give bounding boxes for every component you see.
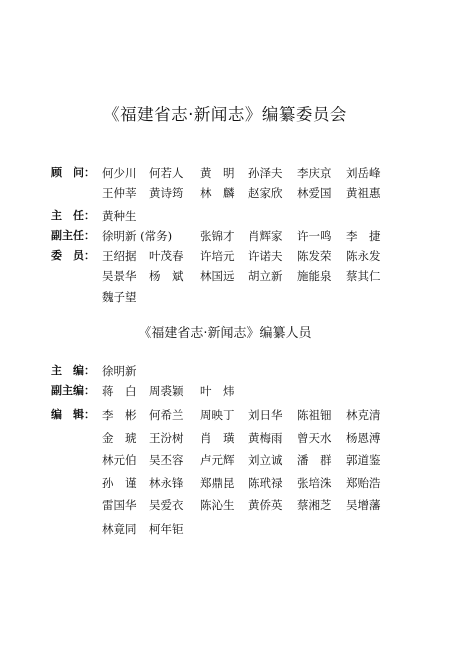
staff-title: 《福建省志·新闻志》编纂人员 bbox=[138, 326, 312, 341]
editor-name: 吴爱衣 bbox=[149, 498, 184, 512]
advisor-name: 林爱国 bbox=[297, 186, 332, 200]
editor-name: 肖 璜 bbox=[200, 431, 235, 445]
committee-title: 《福建省志·新闻志》编纂委员会 bbox=[103, 105, 347, 124]
deputy-director-name: 李 捷 bbox=[346, 229, 381, 243]
editor-in-chief-label: 主 编： bbox=[51, 364, 95, 377]
editor-name: 陈玳禄 bbox=[248, 476, 283, 490]
member-name: 许培元 bbox=[200, 249, 235, 263]
deputy-director-name: 许一鸣 bbox=[297, 229, 332, 243]
editor-name: 周映丁 bbox=[200, 408, 235, 422]
director-label: 主 任： bbox=[51, 209, 95, 222]
deputy-editor-label: 副主编： bbox=[51, 384, 95, 397]
member-name: 吴景华 bbox=[102, 269, 137, 283]
editor-in-chief-name: 徐明新 bbox=[102, 364, 137, 378]
deputy-editor-name: 周裘颖 bbox=[149, 384, 184, 398]
editor-name: 郭道鉴 bbox=[346, 453, 381, 467]
advisor-name: 林 麟 bbox=[200, 186, 235, 200]
editor-name: 郑贻浩 bbox=[346, 476, 381, 490]
member-name: 胡立新 bbox=[248, 269, 283, 283]
member-name: 蔡其仁 bbox=[346, 269, 381, 283]
editor-name: 张培洙 bbox=[297, 476, 332, 490]
advisor-name: 孙泽夫 bbox=[248, 166, 283, 180]
deputy-editor-name: 叶 炜 bbox=[200, 384, 235, 398]
editor-name: 陈祖钿 bbox=[297, 408, 332, 422]
editor-name: 柯年钜 bbox=[149, 522, 184, 536]
advisor-name: 李庆京 bbox=[297, 166, 332, 180]
editor-name: 刘日华 bbox=[248, 408, 283, 422]
editor-name: 何希兰 bbox=[149, 408, 184, 422]
member-name: 王绍据 bbox=[102, 249, 137, 263]
editor-name: 蔡湘芝 bbox=[297, 498, 332, 512]
member-name: 陈永发 bbox=[346, 249, 381, 263]
member-name: 魏子望 bbox=[102, 290, 137, 304]
editor-name: 王汾树 bbox=[149, 431, 184, 445]
editor-name: 林永锋 bbox=[149, 476, 184, 490]
editor-name: 孙 谨 bbox=[102, 476, 137, 490]
editor-name: 吴丕容 bbox=[149, 453, 184, 467]
deputy-director-label: 副主任： bbox=[51, 229, 95, 242]
editor-name: 黄梅雨 bbox=[248, 431, 283, 445]
advisor-name: 黄 明 bbox=[200, 166, 235, 180]
advisor-name: 何少川 bbox=[102, 166, 137, 180]
deputy-editor-name: 蒋 白 bbox=[102, 384, 137, 398]
editor-name: 卢元辉 bbox=[200, 453, 235, 467]
deputy-director-name: 张锦才 bbox=[200, 229, 235, 243]
advisors-label: 顾 问： bbox=[51, 166, 95, 179]
director-name: 黄种生 bbox=[102, 209, 137, 223]
advisor-name: 赵家欣 bbox=[248, 186, 283, 200]
advisor-name: 黄祖惠 bbox=[346, 186, 381, 200]
editors-label: 编 辑： bbox=[51, 408, 95, 421]
member-name: 施能泉 bbox=[297, 269, 332, 283]
editor-name: 林元伯 bbox=[102, 453, 137, 467]
editor-name: 雷国华 bbox=[102, 498, 137, 512]
editor-name: 林克清 bbox=[346, 408, 381, 422]
editor-name: 林竟同 bbox=[102, 522, 137, 536]
editor-name: 陈沁生 bbox=[200, 498, 235, 512]
editor-name: 刘立诚 bbox=[248, 453, 283, 467]
members-label: 委 员： bbox=[51, 249, 95, 262]
deputy-director-name: 徐明新 (常务) bbox=[102, 229, 173, 243]
editor-name: 郑鼎昆 bbox=[200, 476, 235, 490]
editor-name: 李 彬 bbox=[102, 408, 137, 422]
member-name: 叶茂春 bbox=[149, 249, 184, 263]
editor-name: 金 琥 bbox=[102, 431, 137, 445]
editor-name: 黄侨英 bbox=[248, 498, 283, 512]
editor-name: 潘 群 bbox=[297, 453, 332, 467]
advisor-name: 王仲莘 bbox=[102, 186, 137, 200]
editor-name: 曾天水 bbox=[297, 431, 332, 445]
advisor-name: 何若人 bbox=[149, 166, 184, 180]
member-name: 杨 斌 bbox=[149, 269, 184, 283]
member-name: 林国远 bbox=[200, 269, 235, 283]
editor-name: 吴增藩 bbox=[346, 498, 381, 512]
editor-name: 杨恩溥 bbox=[346, 431, 381, 445]
advisor-name: 刘岳峰 bbox=[346, 166, 381, 180]
member-name: 陈发荣 bbox=[297, 249, 332, 263]
member-name: 许诺夫 bbox=[248, 249, 283, 263]
deputy-director-name: 肖辉家 bbox=[248, 229, 283, 243]
advisor-name: 黄诗筠 bbox=[149, 186, 184, 200]
